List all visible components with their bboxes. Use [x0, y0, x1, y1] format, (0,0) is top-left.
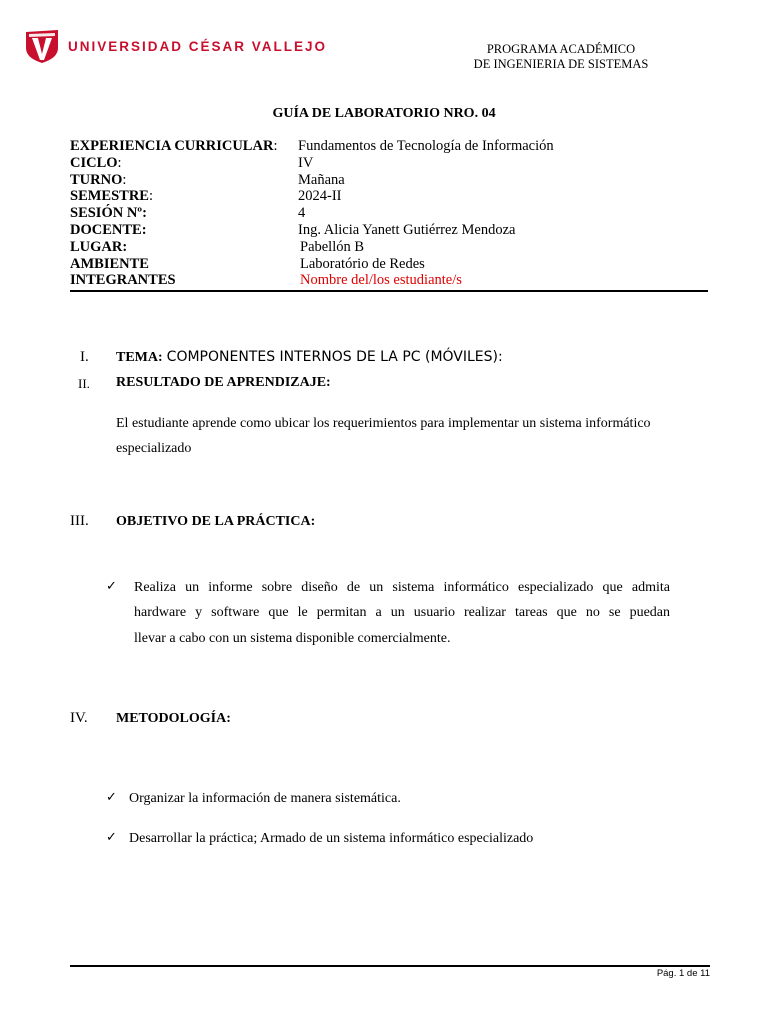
- info-label: SESIÓN Nº:: [70, 205, 147, 222]
- checkmark-icon: ✓: [106, 830, 117, 845]
- info-value: 4: [298, 205, 306, 222]
- info-value: Fundamentos de Tecnología de Información: [298, 138, 554, 154]
- section-4-number: IV.: [70, 710, 88, 726]
- info-row-session: [70, 205, 710, 222]
- info-row-location: [70, 239, 710, 256]
- info-value: IV: [298, 154, 314, 171]
- info-colon: :: [273, 138, 278, 154]
- checkmark-icon: ✓: [106, 579, 117, 594]
- student-names-placeholder: Nombre del/los estudiante/s: [300, 272, 462, 289]
- info-value: Pabellón B: [300, 238, 365, 255]
- info-row-cycle: [70, 155, 710, 172]
- info-colon: :: [122, 171, 127, 188]
- guide-title: GUÍA DE LABORATORIO NRO. 04: [272, 106, 496, 121]
- methodology-item-1: Organizar la información de manera sistemática.: [129, 791, 401, 806]
- info-value: Mañana: [298, 171, 345, 188]
- info-label: INTEGRANTES: [70, 272, 176, 289]
- info-colon: :: [148, 188, 154, 205]
- info-row-shift: [70, 172, 710, 189]
- info-row-semester: [70, 188, 710, 205]
- section-2-heading: RESULTADO DE APRENDIZAJE:: [116, 375, 331, 390]
- footer-divider: [70, 965, 710, 967]
- info-row-course: [70, 138, 710, 155]
- info-label: EXPERIENCIA CURRICULAR: [70, 138, 274, 154]
- course-info-table: [70, 138, 710, 289]
- info-label: DOCENTE:: [70, 221, 147, 238]
- info-label: AMBIENTE: [70, 255, 149, 272]
- info-row-environment: [70, 256, 710, 273]
- section-4-heading: METODOLOGÍA:: [116, 711, 231, 726]
- objective-line-3: llevar a cabo con un sistema disponible comercialmente.: [134, 631, 451, 646]
- info-divider: [70, 290, 708, 292]
- info-row-members: [70, 272, 710, 289]
- program-line-1: PROGRAMA ACADÉMICO: [486, 42, 636, 56]
- section-1-heading: [116, 348, 503, 366]
- section-1-number: I.: [80, 349, 89, 365]
- section-1-topic: COMPONENTES INTERNOS DE LA PC (MÓVILES):: [166, 349, 503, 365]
- section-1-label: TEMA:: [116, 350, 163, 365]
- section-2-text-line-1: El estudiante aprende como ubicar los requerimientos para implementar un sistema informático: [116, 416, 651, 431]
- info-colon: :: [117, 154, 122, 171]
- info-value: 2024-II: [298, 188, 342, 205]
- section-2-number: II.: [78, 376, 90, 391]
- info-value: Ing. Alicia Yanett Gutiérrez Mendoza: [298, 221, 516, 238]
- program-line-2: DE INGENIERIA DE SISTEMAS: [473, 57, 649, 71]
- info-row-teacher: [70, 222, 710, 239]
- info-label: SEMESTRE: [70, 188, 149, 205]
- methodology-item-2: Desarrollar la práctica; Armado de un sistema informático especializado: [129, 831, 534, 846]
- info-label: LUGAR:: [70, 238, 128, 255]
- university-logo: [24, 28, 327, 64]
- section-2-text-line-2: especializado: [116, 441, 192, 456]
- objective-line-2: hardware y software que le permitan a un usuario realizar tareas que no se puedan: [134, 605, 670, 620]
- page-number: Pág. 1 de 11: [656, 968, 710, 979]
- ucv-shield-icon: [24, 28, 60, 64]
- program-heading: [356, 42, 656, 72]
- university-name: UNIVERSIDAD CÉSAR VALLEJO: [68, 38, 328, 54]
- info-value: Laboratório de Redes: [300, 255, 425, 272]
- objective-line-1: Realiza un informe sobre diseño de un sistema informático especializado que admita: [134, 580, 670, 595]
- section-3-number: III.: [70, 513, 89, 529]
- checkmark-icon: ✓: [106, 790, 117, 805]
- section-3-heading: OBJETIVO DE LA PRÁCTICA:: [116, 514, 316, 529]
- info-label: TURNO: [70, 171, 123, 188]
- info-label: CICLO: [70, 154, 118, 171]
